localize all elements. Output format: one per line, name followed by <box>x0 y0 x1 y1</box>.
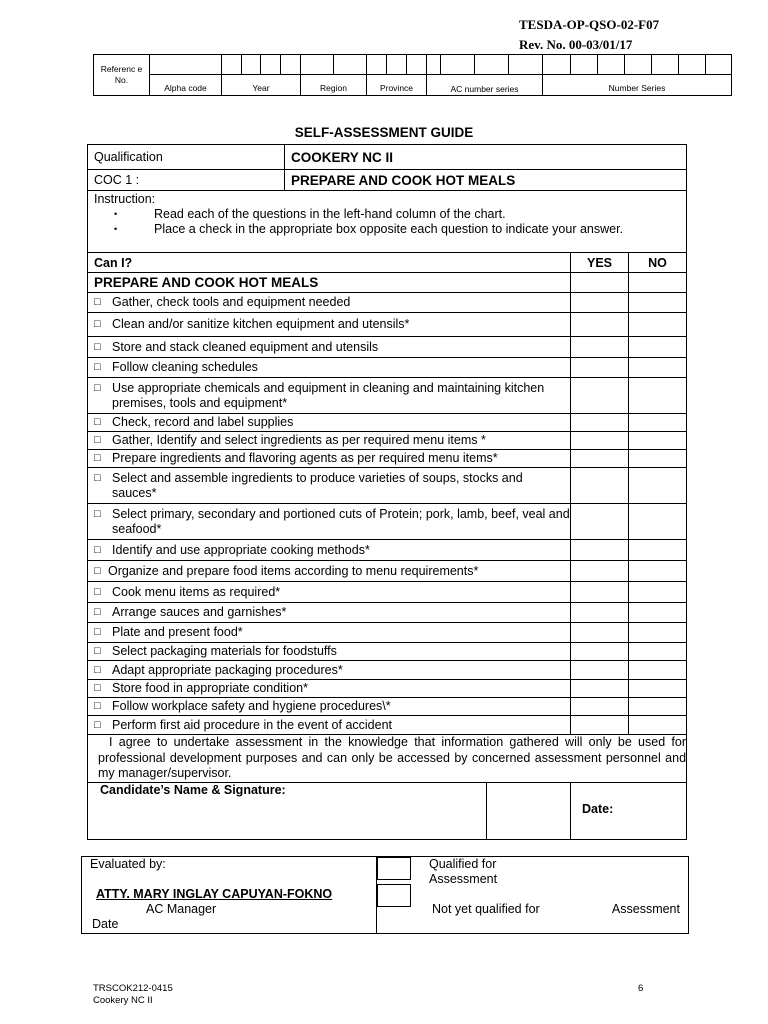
qualification-label: Qualification <box>88 145 285 170</box>
list-item: □ Store and stack cleaned equipment and utensils <box>88 337 571 358</box>
year-digit-1[interactable] <box>222 55 242 75</box>
alpha-code-cell[interactable] <box>150 55 222 75</box>
no-checkbox[interactable] <box>629 540 687 561</box>
yes-checkbox[interactable] <box>571 540 629 561</box>
yes-checkbox[interactable] <box>571 468 629 504</box>
yes-checkbox[interactable] <box>571 561 629 582</box>
yes-checkbox[interactable] <box>571 716 629 735</box>
number-series-digit-1[interactable] <box>543 55 571 75</box>
no-checkbox[interactable] <box>629 582 687 603</box>
no-header: NO <box>629 253 687 273</box>
self-assessment-table <box>87 144 687 840</box>
qualified-checkbox[interactable] <box>377 857 411 880</box>
list-item: □ Gather, Identify and select ingredients as per required menu items * <box>88 432 571 450</box>
ac-number-digit-2[interactable] <box>441 55 475 75</box>
checkbox-icon: □ <box>94 700 101 712</box>
alpha-code-label: Alpha code <box>150 75 222 96</box>
yes-checkbox[interactable] <box>571 313 629 337</box>
yes-checkbox[interactable] <box>571 337 629 358</box>
list-item: □ Cook menu items as required* <box>88 582 571 603</box>
qualified-label: Qualified for Assessment <box>429 857 498 886</box>
list-item: □ Arrange sauces and garnishes* <box>88 603 571 623</box>
evaluator-name: ATTY. MARY INGLAY CAPUYAN-FOKNO <box>96 887 333 901</box>
yes-checkbox[interactable] <box>571 378 629 414</box>
region-label: Region <box>301 75 367 96</box>
checkbox-icon: □ <box>94 416 101 428</box>
checkbox-icon: □ <box>94 663 101 676</box>
yes-header: YES <box>571 253 629 273</box>
province-label: Province <box>367 75 427 96</box>
no-checkbox[interactable] <box>629 432 687 450</box>
no-checkbox[interactable] <box>629 561 687 582</box>
number-series-digit-7[interactable] <box>706 55 732 75</box>
evaluator-title: AC Manager <box>146 902 217 916</box>
checkbox-icon: □ <box>94 296 101 308</box>
instruction-label: Instruction: <box>94 192 156 206</box>
number-series-label: Number Series <box>543 75 732 96</box>
number-series-digit-5[interactable] <box>652 55 679 75</box>
ac-number-digit-1[interactable] <box>427 55 441 75</box>
checkbox-icon: □ <box>94 434 101 446</box>
checkbox-icon: □ <box>94 318 101 330</box>
no-checkbox[interactable] <box>629 680 687 698</box>
checkbox-icon: □ <box>94 626 101 638</box>
footer-qualification: Cookery NC II <box>93 995 153 1006</box>
checkbox-icon: □ <box>94 585 101 598</box>
no-checkbox[interactable] <box>629 623 687 643</box>
not-qualified-assessment-label: Assessment <box>611 902 680 916</box>
yes-checkbox[interactable] <box>571 623 629 643</box>
yes-checkbox[interactable] <box>571 643 629 661</box>
list-item: □ Select primary, secondary and portioned cuts of Protein; pork, lamb, beef, veal and seafood* <box>88 504 571 540</box>
checkbox-icon: □ <box>94 682 101 694</box>
list-item: □ Follow cleaning schedules <box>88 358 571 378</box>
no-checkbox[interactable] <box>629 337 687 358</box>
no-checkbox[interactable] <box>629 293 687 313</box>
signature-mask <box>288 783 486 839</box>
province-digit-1[interactable] <box>367 55 387 75</box>
ac-number-digit-4[interactable] <box>509 55 543 75</box>
yes-checkbox[interactable] <box>571 358 629 378</box>
revision-number: Rev. No. 00-03/01/17 <box>519 37 633 52</box>
checkbox-icon: □ <box>94 361 101 373</box>
year-digit-4[interactable] <box>281 55 301 75</box>
number-series-digit-2[interactable] <box>571 55 598 75</box>
section-title: PREPARE AND COOK HOT MEALS <box>88 273 571 293</box>
list-item: □ Prepare ingredients and flavoring agents as per required menu items* <box>88 450 571 468</box>
yes-checkbox[interactable] <box>571 661 629 680</box>
yes-checkbox[interactable] <box>571 582 629 603</box>
year-digit-2[interactable] <box>242 55 261 75</box>
list-item: □ Follow workplace safety and hygiene procedures\* <box>88 698 571 716</box>
footer-code: TRSCOK212-0415 <box>93 983 173 994</box>
instruction-bullet: • Place a check in the appropriate box opposite each question to indicate your answer. <box>114 222 624 236</box>
number-series-digit-6[interactable] <box>679 55 706 75</box>
no-checkbox[interactable] <box>629 414 687 432</box>
no-checkbox[interactable] <box>629 698 687 716</box>
evaluation-table <box>81 856 689 934</box>
checkbox-icon: □ <box>94 564 101 577</box>
no-checkbox[interactable] <box>629 378 687 414</box>
checkbox-icon: □ <box>94 543 101 556</box>
number-series-digit-3[interactable] <box>598 55 625 75</box>
checkbox-icon: □ <box>94 340 101 353</box>
checkbox-icon: □ <box>94 507 101 520</box>
qualification-value: COOKERY NC II <box>285 145 687 170</box>
checkbox-icon: □ <box>94 606 101 618</box>
no-checkbox[interactable] <box>629 358 687 378</box>
list-item: □ Gather, check tools and equipment needed <box>88 293 571 313</box>
checkbox-icon: □ <box>94 645 101 657</box>
reference-table <box>93 54 732 96</box>
yes-checkbox[interactable] <box>571 603 629 623</box>
checkbox-icon: □ <box>94 718 101 731</box>
no-checkbox[interactable] <box>629 504 687 540</box>
yes-checkbox[interactable] <box>571 504 629 540</box>
no-checkbox[interactable] <box>629 313 687 337</box>
province-digit-3[interactable] <box>407 55 427 75</box>
list-item: □ Adapt appropriate packaging procedures* <box>88 661 571 680</box>
date-field[interactable] <box>571 782 687 839</box>
list-item: □ Organize and prepare food items according to menu requirements* <box>88 561 571 582</box>
yes-checkbox[interactable] <box>571 432 629 450</box>
province-digit-2[interactable] <box>387 55 407 75</box>
yes-checkbox[interactable] <box>571 293 629 313</box>
yes-checkbox[interactable] <box>571 698 629 716</box>
list-item: □ Perform first aid procedure in the event of accident <box>88 716 571 735</box>
list-item: □ Select packaging materials for foodstuffs <box>88 643 571 661</box>
no-checkbox[interactable] <box>629 450 687 468</box>
coc-value: PREPARE AND COOK HOT MEALS <box>285 170 687 191</box>
ac-number-digit-3[interactable] <box>475 55 509 75</box>
checkbox-icon: □ <box>94 381 101 394</box>
can-i-header: Can I? <box>88 253 571 273</box>
no-checkbox[interactable] <box>629 716 687 735</box>
year-digit-3[interactable] <box>261 55 281 75</box>
no-checkbox[interactable] <box>629 603 687 623</box>
page-number: 6 <box>638 983 644 994</box>
yes-checkbox[interactable] <box>571 680 629 698</box>
ac-number-series-label: AC number series <box>427 75 543 96</box>
reference-no-label: Referenc e No. <box>94 55 150 96</box>
list-item: □ Use appropriate chemicals and equipment in cleaning and maintaining kitchen premises, tools and equipment* <box>88 378 571 414</box>
not-qualified-checkbox[interactable] <box>377 884 411 907</box>
instruction-bullet: • Read each of the questions in the left-hand column of the chart. <box>114 207 506 221</box>
yes-checkbox[interactable] <box>571 450 629 468</box>
page-title: SELF-ASSESSMENT GUIDE <box>294 125 474 140</box>
checkbox-icon: □ <box>94 452 101 464</box>
candidate-signature-label: Candidate’s Name & Signature: <box>100 782 286 797</box>
evaluated-by-label: Evaluated by: <box>90 857 166 871</box>
region-digit-1[interactable] <box>301 55 334 75</box>
number-series-digit-4[interactable] <box>625 55 652 75</box>
list-item: □ Select and assemble ingredients to produce varieties of soups, stocks and sauces* <box>88 468 571 504</box>
coc-label: COC 1 : <box>88 170 285 191</box>
checkbox-icon: □ <box>94 471 101 484</box>
no-checkbox[interactable] <box>629 468 687 504</box>
evaluation-date-label: Date <box>92 917 119 931</box>
list-item: □ Store food in appropriate condition* <box>88 680 571 698</box>
list-item: □ Plate and present food* <box>88 623 571 643</box>
no-checkbox[interactable] <box>629 661 687 680</box>
list-item: □ Clean and/or sanitize kitchen equipment and utensils* <box>88 313 571 337</box>
region-digit-2[interactable] <box>334 55 367 75</box>
yes-checkbox[interactable] <box>571 414 629 432</box>
signature-divider <box>486 783 487 840</box>
year-label: Year <box>222 75 301 96</box>
date-label: Date: <box>582 801 614 816</box>
not-qualified-label: Not yet qualified for <box>432 902 540 916</box>
agreement-statement: I agree to undertake assessment in the knowledge that information gathered will only be used for professional development purposes and can only be accessed by concerned assessment personnel and my manager/supervisor. <box>88 735 687 783</box>
document-code: TESDA-OP-QSO-02-F07 <box>519 17 660 32</box>
evaluator-block <box>82 857 377 934</box>
list-item: □ Identify and use appropriate cooking methods* <box>88 540 571 561</box>
qualification-decision <box>377 857 689 934</box>
instruction-block <box>88 191 687 253</box>
no-checkbox[interactable] <box>629 643 687 661</box>
list-item: □ Check, record and label supplies <box>88 414 571 432</box>
